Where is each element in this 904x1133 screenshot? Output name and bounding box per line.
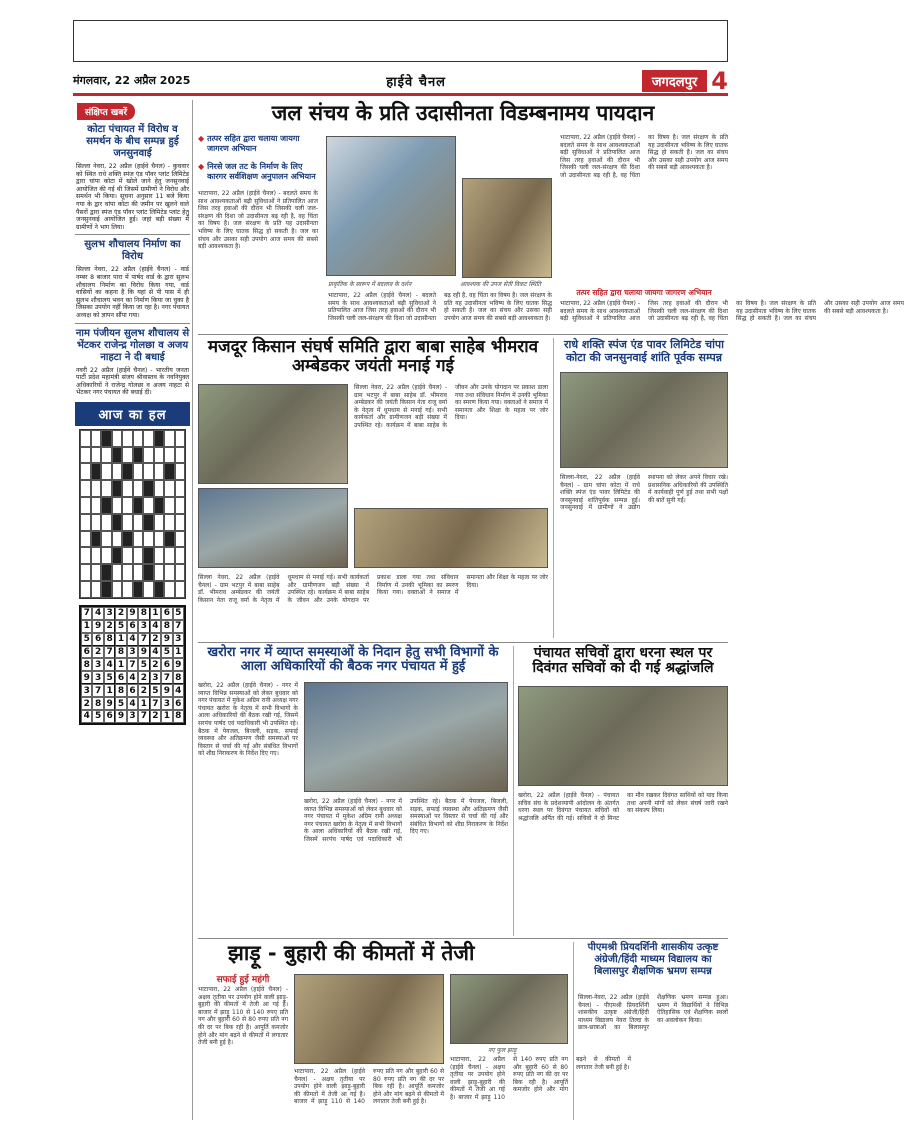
sudoku-cell: 6 xyxy=(115,671,126,684)
brief-headline: नाम पंजीयन सुलभ शौचालय से भेंटकर राजेन्द्र गोलछा व अजय नाहटा ने दी बधाई xyxy=(75,327,190,363)
brief-headline: सुलभ शौचालय निर्माण का विरोध xyxy=(84,239,181,263)
crossword-cell xyxy=(154,480,165,497)
crossword-cell xyxy=(112,564,123,581)
article-body: सिल्ला नेवरा, 22 अप्रैल (हाईवे चैनल) - ग्राम भटपुर में बाबा साहेब डॉ. भीमराव अम्बेडकर की जयंती किसान नेता राजू वर्मा के नेतृत्व में धूमधाम से मनाई गई। सभी कार्यकर्ता और ग्रामीणजन बड़ी संख्या में उपस्थित रहे। कार्यक्रम में बाबा साहेब के जीवन और उनके योगदान पर प्रकाश डाला गया तथा संविधान निर्माण में उनकी भूमिका का स्मरण किया गया। वक्ताओं ने समाज में समानता और शिक्षा के महत्व पर जोर दिया। xyxy=(198,574,548,604)
sudoku-cell: 1 xyxy=(138,697,149,710)
article-body: खरोरा, 22 अप्रैल (हाईवे चैनल) - नगर में व्याप्त विभिन्न समस्याओं को लेकर बुधवार को नगर पंचायत में मुकेश अग्रिम रानी अध्यक्ष नगर पंचायत खरोरा के नेतृत्व में सभी विभागों के आला अधिकारियों की बैठक रखी गई, जिसमें सरपंच पार्षद एवं पदाधिकारी भी उपस्थित रहे। बैठक में पेयजल, बिजली, सड़क, सफाई व्यवस्था और अतिक्रमण जैसी समस्याओं पर विस्तार से चर्चा की गई और संबंधित विभागों को शीघ्र निराकरण के निर्देश दिए गए। xyxy=(198,682,298,758)
sudoku-cell: 7 xyxy=(127,658,138,671)
crossword-cell xyxy=(122,463,133,480)
crossword-cell xyxy=(122,547,133,564)
crossword-cell xyxy=(101,531,112,548)
crossword-cell xyxy=(91,581,102,598)
crossword-cell xyxy=(143,480,154,497)
crossword-cell xyxy=(112,514,123,531)
article-title: खरोरा नगर में व्याप्त समस्याओं के निदान हेतु सभी विभागों के आला अधिकारियों की बैठक नगर पंचायत में हुई xyxy=(207,645,499,675)
sudoku-cell: 9 xyxy=(115,710,126,723)
sudoku-cell: 3 xyxy=(104,607,115,620)
photo-caption: नए फूल झाड़ू xyxy=(488,1047,517,1054)
article-title: पंचायत सचिवों द्वारा धरना स्थल पर दिवंगत सचिवों को दी गई श्रद्धांजलि xyxy=(532,645,714,677)
crossword-cell xyxy=(112,497,123,514)
article-photo xyxy=(354,508,548,568)
brief-body: सिल्ला नेवरा, 22 अप्रैल (हाईवे चैनल) - वार्ड नम्बर 8 बाजार पारा में पार्षद वार्ड के द्वारा सुलभ शौचालय निर्माण का विरोध किया गया, वार्ड वासियों का कहना है कि यहां से पी पास में ही सुलभ शौचालय भवन का निर्माण किया जा चुका है जिसका उपयोग नहीं किया जा रहा है। नगर पंचायत अध्यक्ष को ज्ञापन सौंपा गया। xyxy=(76,266,189,319)
sudoku-cell: 7 xyxy=(138,633,149,646)
sudoku-cell: 2 xyxy=(150,710,161,723)
crossword-cell xyxy=(143,447,154,464)
crossword-cell xyxy=(175,514,186,531)
article-photo xyxy=(560,372,728,468)
crossword-cell xyxy=(122,480,133,497)
article-body: खरोरा, 22 अप्रैल (हाईवे चैनल) - पंचायत सचिव संघ के प्रदेशव्यापी आंदोलन के अंतर्गत धरना स्थल पर दिवंगत पंचायत सचिवों को श्रद्धांजलि अर्पित की गई। सचिवों ने दो मिनट का मौन रखकर दिवंगत साथियों को याद किया तथा अपनी मांगों को लेकर संघर्ष जारी रखने का संकल्प लिया। xyxy=(518,792,728,822)
sudoku-cell: 8 xyxy=(92,697,103,710)
crossword-cell xyxy=(101,480,112,497)
sudoku-cell: 9 xyxy=(138,646,149,659)
article-photo xyxy=(304,682,508,792)
sudoku-cell: 6 xyxy=(173,697,184,710)
sudoku-cell: 3 xyxy=(150,671,161,684)
divider xyxy=(553,338,554,638)
crossword-cell xyxy=(122,497,133,514)
sudoku-cell: 4 xyxy=(127,697,138,710)
crossword-cell xyxy=(101,514,112,531)
crossword-cell xyxy=(154,514,165,531)
article-subhead: तत्पर सहित द्वारा चलाया जायगा जागरण अभियान xyxy=(576,288,712,297)
bullet-point: ◆ तत्पर सहित द्वारा चलाया जायगा जागरण अभियान xyxy=(198,134,300,153)
crossword-cell xyxy=(80,581,91,598)
sudoku-cell: 3 xyxy=(127,710,138,723)
sudoku-cell: 1 xyxy=(81,620,92,633)
sudoku-cell: 1 xyxy=(150,607,161,620)
crossword-cell xyxy=(91,480,102,497)
crossword-cell xyxy=(122,430,133,447)
sudoku-cell: 3 xyxy=(173,633,184,646)
crossword-cell xyxy=(154,531,165,548)
divider xyxy=(198,938,728,939)
sudoku-cell: 5 xyxy=(104,671,115,684)
issue-date: मंगलवार, 22 अप्रैल 2025 xyxy=(73,74,191,87)
divider xyxy=(513,646,514,936)
article-body: भाटापारा, 22 अप्रैल (हाईवे चैनल) - अक्षय तृतीया पर उपयोग होने वाली झाड़ू-बुहारी की कीमतों में तेजी आ गई है। बाजार में झाड़ू 110 से 140 रुपए प्रति नग और बुहारी 60 से 80 रुपए प्रति नग की दर पर बिक रही है। आपूर्ति कमजोर होने और मांग बढ़ने से कीमतों में लगातार तेजी बनी हुई है। xyxy=(294,1068,444,1106)
sudoku-cell: 3 xyxy=(92,671,103,684)
crossword-cell xyxy=(91,463,102,480)
crossword-cell xyxy=(164,564,175,581)
crossword-cell xyxy=(101,430,112,447)
crossword-cell xyxy=(164,430,175,447)
crossword-cell xyxy=(122,514,133,531)
crossword-cell xyxy=(133,514,144,531)
crossword-cell xyxy=(164,547,175,564)
brief-body: नवरी 22 अप्रैल (हाईवे चैनल) - भारतीय जनता पार्टी प्रदेश महामंत्री संजय श्रीवास्तव के नवनियुक्त अधिकारियों ने राजेन्द्र गोलछा व अजय नाहटा से भेंटकर नगर पंचायत की बधाई दी। xyxy=(76,366,189,397)
crossword-cell xyxy=(175,531,186,548)
sudoku-cell: 6 xyxy=(127,620,138,633)
crossword-cell xyxy=(143,497,154,514)
sudoku-cell: 3 xyxy=(161,697,172,710)
article-photo xyxy=(450,974,568,1044)
crossword-cell xyxy=(164,581,175,598)
sudoku-cell: 1 xyxy=(115,633,126,646)
sudoku-cell: 3 xyxy=(127,646,138,659)
crossword-cell xyxy=(154,447,165,464)
page-marker xyxy=(642,67,728,95)
crossword-cell xyxy=(133,497,144,514)
sudoku-cell: 6 xyxy=(104,710,115,723)
sudoku-cell: 1 xyxy=(161,710,172,723)
article-body: सिल्ला नेवरा, 22 अप्रैल (हाईवे चैनल) - ग्राम भटपुर में बाबा साहेब डॉ. भीमराव अम्बेडकर की जयंती किसान नेता राजू वर्मा के नेतृत्व में धूमधाम से मनाई गई। सभी कार्यकर्ता और ग्रामीणजन बड़ी संख्या में उपस्थित रहे। कार्यक्रम में बाबा साहेब के जीवन और उनके योगदान पर प्रकाश डाला गया तथा संविधान निर्माण में उनकी भूमिका का स्मरण किया गया। वक्ताओं ने समाज में समानता और शिक्षा के महत्व पर जोर दिया। xyxy=(354,384,548,429)
crossword-cell xyxy=(91,547,102,564)
crossword-cell xyxy=(101,564,112,581)
divider xyxy=(75,234,190,235)
crossword-cell xyxy=(175,497,186,514)
sudoku-cell: 8 xyxy=(115,646,126,659)
crossword-cell xyxy=(175,547,186,564)
crossword-cell xyxy=(112,447,123,464)
crossword-cell xyxy=(133,430,144,447)
crossword-grid xyxy=(79,429,186,599)
sudoku-cell: 6 xyxy=(161,607,172,620)
crossword-cell xyxy=(112,581,123,598)
crossword-cell xyxy=(80,480,91,497)
sudoku-cell: 4 xyxy=(104,658,115,671)
article-sachiv-tribute xyxy=(518,646,728,946)
sudoku-cell: 9 xyxy=(104,697,115,710)
sudoku-cell: 6 xyxy=(127,684,138,697)
article-water xyxy=(198,100,904,330)
city-name: जगदलपुर xyxy=(642,70,707,92)
divider xyxy=(198,334,728,335)
bullet-point: ◆ निरसे जल तट के निर्माण के लिए कारगर सर्वशिक्षण अनुपालन अभियान xyxy=(198,162,316,181)
crossword-cell xyxy=(91,564,102,581)
crossword-cell xyxy=(154,497,165,514)
masthead xyxy=(73,68,728,96)
crossword-cell xyxy=(80,514,91,531)
crossword-cell xyxy=(164,497,175,514)
sudoku-cell: 1 xyxy=(173,646,184,659)
top-ad-box xyxy=(73,20,728,62)
sudoku-cell: 2 xyxy=(92,646,103,659)
sudoku-cell: 6 xyxy=(92,633,103,646)
sudoku-cell: 2 xyxy=(104,620,115,633)
crossword-cell xyxy=(91,514,102,531)
article-title: राधे शक्ति स्पंज एंड पावर लिमिटेड चांपा कोटा की जनसुनवाई शांति पूर्वक सम्पन्न xyxy=(563,338,725,364)
crossword-cell xyxy=(143,514,154,531)
crossword-cell xyxy=(122,581,133,598)
divider xyxy=(75,323,190,324)
crossword-cell xyxy=(154,564,165,581)
crossword-cell xyxy=(133,581,144,598)
crossword-cell xyxy=(164,447,175,464)
sudoku-cell: 5 xyxy=(161,646,172,659)
article-title: झाड़ू - बुहारी की कीमतों में तेजी xyxy=(228,941,475,965)
crossword-cell xyxy=(101,463,112,480)
crossword-cell xyxy=(112,547,123,564)
sudoku-cell: 7 xyxy=(138,710,149,723)
crossword-cell xyxy=(164,480,175,497)
sudoku-cell: 8 xyxy=(115,684,126,697)
sudoku-cell: 2 xyxy=(115,607,126,620)
sudoku-cell: 3 xyxy=(138,620,149,633)
sudoku-cell: 5 xyxy=(173,607,184,620)
crossword-cell xyxy=(175,447,186,464)
sudoku-cell: 6 xyxy=(81,646,92,659)
crossword-cell xyxy=(91,447,102,464)
crossword-cell xyxy=(133,531,144,548)
sudoku-cell: 2 xyxy=(138,684,149,697)
brand-name: हाईवे चैनल xyxy=(386,74,446,90)
sudoku-cell: 7 xyxy=(81,607,92,620)
article-body: सिल्ला-नेवरा, 22 अप्रैल (हाईवे चैनल) - पीएमश्री प्रियदर्शिनी शासकीय उत्कृष्ट अंग्रेजी/हिंदी माध्यम विद्यालय नेवरा तिल्दा के छात्र-छात्राओं का बिलासपुर शैक्षणिक भ्रमण सम्पन्न हुआ। भ्रमण में विद्यार्थियों ने विभिन्न ऐतिहासिक एवं शैक्षणिक स्थलों का अवलोकन किया। xyxy=(578,994,728,1032)
crossword-cell xyxy=(80,497,91,514)
crossword-cell xyxy=(143,564,154,581)
article-photo xyxy=(294,974,444,1064)
crossword-cell xyxy=(133,564,144,581)
sudoku-cell: 9 xyxy=(81,671,92,684)
sudoku-cell: 7 xyxy=(92,684,103,697)
crossword-cell xyxy=(143,531,154,548)
crossword-cell xyxy=(112,430,123,447)
crossword-cell xyxy=(101,447,112,464)
sudoku-cell: 8 xyxy=(173,671,184,684)
article-photo xyxy=(326,136,456,276)
crossword-cell xyxy=(101,581,112,598)
divider xyxy=(198,642,728,643)
sudoku-cell: 7 xyxy=(150,697,161,710)
crossword-cell xyxy=(143,430,154,447)
article-body: भाटापारा, 22 अप्रैल (हाईवे चैनल) - अक्षय तृतीया पर उपयोग होने वाली झाड़ू-बुहारी की कीमतों में तेजी आ गई है। बाजार में झाड़ू 110 से 140 रुपए प्रति नग और बुहारी 60 से 80 रुपए प्रति नग की दर पर बिक रही है। आपूर्ति कमजोर होने और मांग बढ़ने से कीमतों में लगातार तेजी बनी हुई है। xyxy=(198,986,288,1047)
divider xyxy=(573,942,574,1120)
crossword-cell xyxy=(175,581,186,598)
crossword-cell xyxy=(122,447,133,464)
sudoku-cell: 2 xyxy=(138,671,149,684)
article-kicker: सफाई हुई महंगी xyxy=(216,975,270,985)
sudoku-grid xyxy=(79,605,186,725)
article-body: भाटापारा, 22 अप्रैल (हाईवे चैनल) - अक्षय तृतीया पर उपयोग होने वाली झाड़ू-बुहारी की कीमतों में तेजी आ गई है। बाजार में झाड़ू 110 से 140 रुपए प्रति नग और बुहारी 60 से 80 रुपए प्रति नग की दर पर बिक रही है। आपूर्ति कमजोर होने और मांग बढ़ने से कीमतों में लगातार तेजी बनी हुई है। xyxy=(450,1056,631,1101)
article-photo xyxy=(198,488,348,568)
crossword-cell xyxy=(101,547,112,564)
sudoku-cell: 5 xyxy=(81,633,92,646)
crossword-cell xyxy=(164,531,175,548)
crossword-cell xyxy=(80,447,91,464)
sudoku-cell: 9 xyxy=(127,607,138,620)
sudoku-cell: 5 xyxy=(92,710,103,723)
article-school-trip xyxy=(578,942,728,1120)
sudoku-cell: 9 xyxy=(161,633,172,646)
crossword-cell xyxy=(80,564,91,581)
crossword-cell xyxy=(175,430,186,447)
crossword-cell xyxy=(80,531,91,548)
sudoku-cell: 8 xyxy=(81,658,92,671)
sudoku-cell: 7 xyxy=(173,620,184,633)
briefs-tag: संक्षिप्त खबरें xyxy=(77,103,135,120)
crossword-cell xyxy=(154,430,165,447)
sudoku-cell: 8 xyxy=(104,633,115,646)
crossword-cell xyxy=(101,497,112,514)
crossword-cell xyxy=(122,564,133,581)
sudoku-cell: 6 xyxy=(161,658,172,671)
crossword-cell xyxy=(80,463,91,480)
crossword-cell xyxy=(112,531,123,548)
page-number: 4 xyxy=(711,66,728,95)
sudoku-cell: 4 xyxy=(173,684,184,697)
photo-caption: आवश्यक की उपज सेती विकट स्थिति xyxy=(460,281,542,288)
crossword-cell xyxy=(143,581,154,598)
crossword-cell xyxy=(175,480,186,497)
sudoku-cell: 2 xyxy=(150,633,161,646)
article-ambedkar xyxy=(198,338,548,638)
article-body: भाटापारा, 22 अप्रैल (हाईवे चैनल) - बदलते समय के साथ आवश्यकताओं बढ़ी सुविधाओं ने प्रतिपालित आज जिस तरह हवाओं की दौरान भी जिसकी चली जल-संरक्षण की दिशा जो उदासीनता बढ़ रही है, वह चिंता का विषय है। जल संरक्षण के प्रति यह उदासीनता भविष्य के लिए घातक सिद्ध हो सकती है। जल का संचय और उसका सही उपयोग आज समय की सबसे बड़ी आवश्यकता है। xyxy=(560,300,904,323)
brief-headline: कोटा पंचायत में विरोध व समर्थन के बीच सम्पन्न हुई जनसुनवाई xyxy=(86,124,179,159)
sudoku-cell: 2 xyxy=(150,658,161,671)
crossword-cell xyxy=(91,497,102,514)
sudoku-cell: 5 xyxy=(138,658,149,671)
crossword-cell xyxy=(133,547,144,564)
crossword-cell xyxy=(133,447,144,464)
article-bullets xyxy=(198,134,318,300)
crossword-cell xyxy=(154,547,165,564)
sudoku-cell: 4 xyxy=(92,607,103,620)
sudoku-cell: 3 xyxy=(92,658,103,671)
photo-caption: प्राकृतिक के स्वरूप में बदलाव के दर्शन xyxy=(328,281,412,288)
crossword-cell xyxy=(154,463,165,480)
sudoku-cell: 3 xyxy=(81,684,92,697)
article-title: मजदूर किसान संघर्ष समिति द्वारा बाबा साहेब भीमराव अम्बेडकर जयंती मनाई गई xyxy=(207,337,539,376)
sudoku-cell: 2 xyxy=(81,697,92,710)
crossword-cell xyxy=(164,514,175,531)
article-jansunwai xyxy=(560,338,728,638)
sudoku-cell: 8 xyxy=(173,710,184,723)
crossword-cell xyxy=(112,480,123,497)
article-photo xyxy=(518,686,728,786)
crossword-cell xyxy=(122,531,133,548)
sudoku-cell: 5 xyxy=(150,684,161,697)
brief-body: सिल्ला नेवरा, 22 अप्रैल (हाईवे चैनल) - कुचवार को स्थित राधे शक्ति स्पंज एंड पॉवर प्लांट लिमिटेड द्वारा चांपा कोटा में खोले जाने हेतु जनसुनवाई आयोजित की गई थी जिसमें ग्रामीणों ने विरोध और समर्थन भी किया। सूचना अनुसार 11 बजे किया गया के द्वार चांपा कोटा की जमीन पर खुलने वाले पैसरों द्वारा स्पंज एंड पॉवर प्लांट लिमिटेड प्लांट हेतु जनसुनवाई आयोजित हुई। जहां बड़ी संख्या में ग्रामीणों ने भाग लिया। xyxy=(76,163,189,231)
article-body: भाटापारा, 22 अप्रैल (हाईवे चैनल) - बदलते समय के साथ आवश्यकताओं बढ़ी सुविधाओं ने प्रतिपालित आज जिस तरह हवाओं की दौरान भी जिसकी चली जल-संरक्षण की दिशा जो उदासीनता बढ़ रही है, वह चिंता का विषय है। जल संरक्षण के प्रति यह उदासीनता भविष्य के लिए घातक सिद्ध हो सकती है। जल का संचय और उसका सही उपयोग आज समय की सबसे बड़ी आवश्यकता है। xyxy=(198,190,318,251)
sudoku-cell: 9 xyxy=(161,684,172,697)
crossword-cell xyxy=(133,463,144,480)
crossword-cell xyxy=(175,463,186,480)
sidebar-briefs xyxy=(73,100,193,1120)
crossword-cell xyxy=(91,430,102,447)
crossword-cell xyxy=(143,547,154,564)
sudoku-cell: 8 xyxy=(138,607,149,620)
crossword-cell xyxy=(91,531,102,548)
article-title: पीएमश्री प्रियदर्शिनी शासकीय उत्कृष्ट अंग्रेजी/हिंदी माध्यम विद्यालय का बिलासपुर शैक्षणिक भ्रमण सम्पन्न xyxy=(587,942,719,977)
sudoku-cell: 4 xyxy=(127,671,138,684)
article-body: भाटापारा, 22 अप्रैल (हाईवे चैनल) - बदलते समय के साथ आवश्यकताओं बढ़ी सुविधाओं ने प्रतिपालित आज जिस तरह हवाओं की दौरान भी जिसकी चली जल-संरक्षण की दिशा जो उदासीनता बढ़ रही है, वह चिंता का विषय है। जल संरक्षण के प्रति यह उदासीनता भविष्य के लिए घातक सिद्ध हो सकती है। जल का संचय और उसका सही उपयोग आज समय की सबसे बड़ी आवश्यकता है। xyxy=(328,292,552,322)
article-body: भाटापारा, 22 अप्रैल (हाईवे चैनल) - बदलते समय के साथ आवश्यकताओं बढ़ी सुविधाओं ने प्रतिपालित आज जिस तरह हवाओं की दौरान भी जिसकी चली जल-संरक्षण की दिशा जो उदासीनता बढ़ रही है, वह चिंता का विषय है। जल संरक्षण के प्रति यह उदासीनता भविष्य के लिए घातक सिद्ध हो सकती है। जल का संचय और उसका सही उपयोग आज समय की सबसे बड़ी आवश्यकता है। xyxy=(560,134,728,179)
sudoku-cell: 5 xyxy=(115,620,126,633)
article-body: सिल्ला-नेवरा, 22 अप्रैल (हाईवे चैनल) - ग्राम चांपा कोटा में राधे शक्ति स्पंज एंड पावर लिमिटेड की जनसुनवाई शांतिपूर्वक सम्पन्न हुई। जनसुनवाई में ग्रामीणों ने उद्योग स्थापना को लेकर अपने विचार रखे। प्रशासनिक अधिकारियों की उपस्थिति में कार्यवाही पूर्ण हुई तथा सभी पक्षों की बातें सुनी गईं। xyxy=(560,474,728,512)
article-photo xyxy=(198,384,348,484)
sudoku-cell: 7 xyxy=(161,671,172,684)
crossword-cell xyxy=(80,547,91,564)
sudoku-cell: 5 xyxy=(115,697,126,710)
sudoku-cell: 1 xyxy=(104,684,115,697)
sudoku-cell: 9 xyxy=(173,658,184,671)
article-kharora-meeting xyxy=(198,646,508,946)
crossword-cell xyxy=(175,564,186,581)
article-photo xyxy=(462,178,552,278)
crossword-cell xyxy=(133,480,144,497)
crossword-cell xyxy=(112,463,123,480)
sudoku-cell: 4 xyxy=(150,620,161,633)
crossword-cell xyxy=(164,463,175,480)
aaj-ka-hal-banner: आज का हल xyxy=(75,402,190,426)
sudoku-cell: 4 xyxy=(81,710,92,723)
sudoku-cell: 1 xyxy=(115,658,126,671)
crossword-cell xyxy=(80,430,91,447)
sudoku-cell: 7 xyxy=(104,646,115,659)
crossword-cell xyxy=(154,581,165,598)
sudoku-cell: 4 xyxy=(150,646,161,659)
sudoku-cell: 4 xyxy=(127,633,138,646)
sudoku-cell: 9 xyxy=(92,620,103,633)
crossword-cell xyxy=(143,463,154,480)
article-body: खरोरा, 22 अप्रैल (हाईवे चैनल) - नगर में व्याप्त विभिन्न समस्याओं को लेकर बुधवार को नगर पंचायत में मुकेश अग्रिम रानी अध्यक्ष नगर पंचायत खरोरा के नेतृत्व में सभी विभागों के आला अधिकारियों की बैठक रखी गई, जिसमें सरपंच पार्षद एवं पदाधिकारी भी उपस्थित रहे। बैठक में पेयजल, बिजली, सड़क, सफाई व्यवस्था और अतिक्रमण जैसी समस्याओं पर विस्तार से चर्चा की गई और संबंधित विभागों को शीघ्र निराकरण के निर्देश दिए गए। xyxy=(304,798,508,843)
article-jhadu-prices xyxy=(198,941,631,1120)
sudoku-cell: 8 xyxy=(161,620,172,633)
article-title: जल संचय के प्रति उदासीनता विडम्बनामय पायदान xyxy=(271,101,655,125)
